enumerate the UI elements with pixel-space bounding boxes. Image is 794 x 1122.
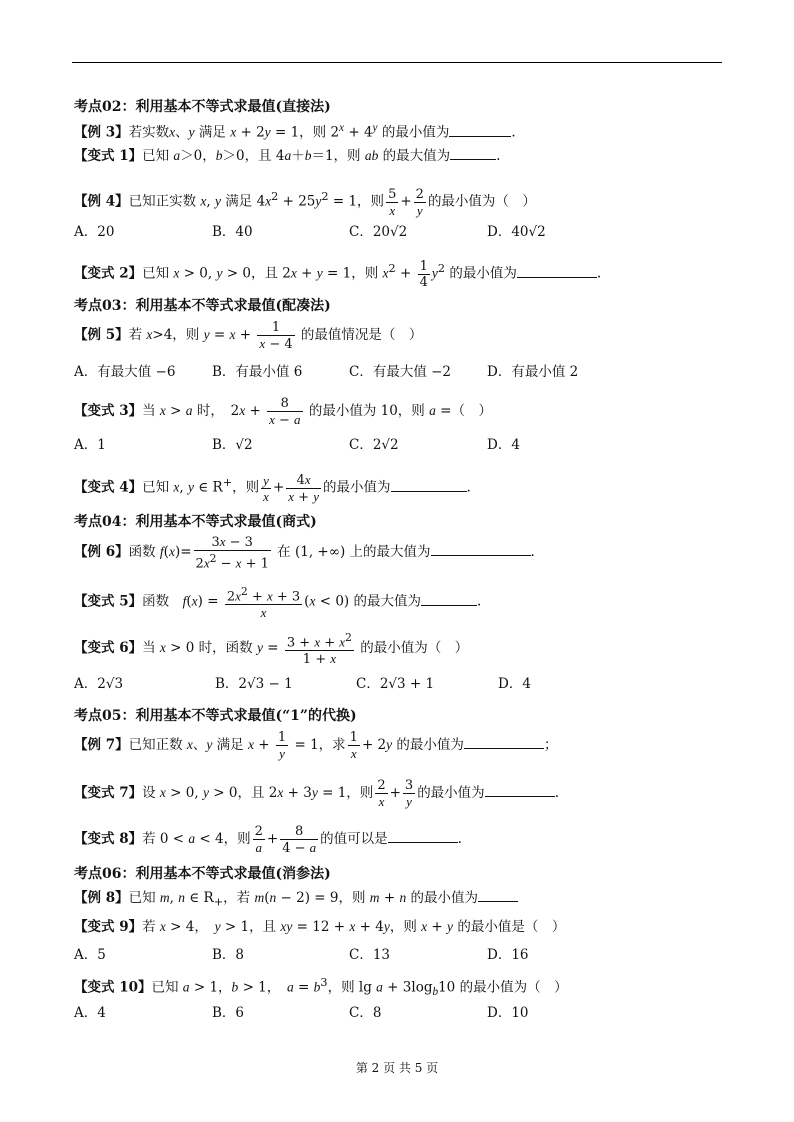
answer-blank[interactable] bbox=[478, 887, 518, 902]
option-a[interactable]: A．20 bbox=[74, 224, 115, 240]
problem-variant-4: 【变式 4】已知 x, y ∈ R+，则 $\frac{y}{x}$ + $\frac{4x}{x + y}$ 的最小值为 . bbox=[74, 471, 471, 505]
label-variant-9: 【变式 9】 bbox=[74, 919, 143, 935]
answer-blank[interactable] bbox=[431, 541, 531, 556]
option-d[interactable]: D．4 bbox=[498, 676, 531, 692]
label-example-5: 【例 5】 bbox=[74, 327, 129, 343]
option-d[interactable]: D．16 bbox=[487, 947, 529, 963]
option-b[interactable]: B．√2 bbox=[212, 437, 253, 453]
option-b[interactable]: B．2√3 − 1 bbox=[215, 676, 293, 692]
option-c[interactable]: C．2√2 bbox=[349, 437, 399, 453]
problem-variant-8: 【变式 8】若 0 < a < 4，则 $\frac{2}{a}$ + $\frac{8}{4 - a}$ 的值可以是 . bbox=[74, 823, 462, 856]
option-b[interactable]: B．有最小值 6 bbox=[212, 364, 303, 380]
problem-example-4: 【例 4】已知正实数 x, y 满足 $4x^2 + 25y^2 = 1$，则 $\frac{5}{x}$ + $\frac{2}{y}$ 的最小值为（ ） bbox=[74, 186, 536, 218]
problem-variant-10: 【变式 10】已知 a > 1，b > 1， $a = b^3$，则 $\lg a + 3\log_b10$ 的最小值为（ ） bbox=[74, 976, 568, 999]
label-variant-6: 【变式 6】 bbox=[74, 640, 143, 657]
label-variant-8: 【变式 8】 bbox=[74, 831, 143, 847]
label-example-4: 【例 4】 bbox=[74, 193, 129, 210]
label-example-6: 【例 6】 bbox=[74, 544, 129, 561]
answer-blank[interactable] bbox=[449, 122, 511, 137]
problem-example-3: 【例 3】若实数x、y 满足 x + 2y = 1，则 $2^x + 4^y$ 的最小值为 . bbox=[74, 122, 516, 141]
option-b[interactable]: B．40 bbox=[212, 224, 253, 240]
section-heading-04: 考点04：利用基本不等式求最值(商式) bbox=[74, 514, 317, 530]
option-d[interactable]: D．有最小值 2 bbox=[487, 364, 579, 380]
option-c[interactable]: C．8 bbox=[349, 1005, 382, 1021]
problem-example-5: 【例 5】若 x>4，则 y = x + $\frac{1}{x - 4}$ 的最值情况是（ ） bbox=[74, 319, 423, 352]
problem-variant-6: 【变式 6】当 x > 0 时，函数 y = $\frac{3 + x + x^2}{1 + x}$ 的最小值为（ ） bbox=[74, 631, 469, 668]
section-heading-05: 考点05：利用基本不等式求最值(“1”的代换) bbox=[74, 708, 357, 724]
problem-variant-7: 【变式 7】设 x > 0, y > 0，且 2x + 3y = 1，则 $\frac{2}{x}$ + $\frac{3}{y}$ 的最小值为 . bbox=[74, 778, 559, 809]
label-example-7: 【例 7】 bbox=[74, 737, 129, 753]
option-a[interactable]: A．1 bbox=[74, 437, 106, 453]
option-c[interactable]: C．13 bbox=[349, 947, 391, 963]
option-a[interactable]: A．2√3 bbox=[74, 676, 124, 692]
answer-blank[interactable] bbox=[421, 591, 477, 606]
answer-blank[interactable] bbox=[517, 263, 597, 278]
section-heading-06: 考点06：利用基本不等式求最值(消参法) bbox=[74, 866, 331, 882]
answer-blank[interactable] bbox=[388, 828, 458, 843]
label-variant-5: 【变式 5】 bbox=[74, 593, 143, 610]
page-footer: 第 2 页 共 5 页 bbox=[355, 1061, 439, 1075]
option-d[interactable]: D．4 bbox=[487, 437, 520, 453]
answer-blank[interactable] bbox=[450, 145, 496, 160]
option-d[interactable]: D．10 bbox=[487, 1005, 529, 1021]
option-b[interactable]: B．8 bbox=[212, 947, 245, 963]
section-heading-03: 考点03：利用基本不等式求最值(配凑法) bbox=[74, 298, 331, 314]
problem-variant-3: 【变式 3】当 x > a 时， 2x + $\frac{8}{x - a}$ 的最小值为 10，则 a =（ ） bbox=[74, 395, 492, 428]
answer-blank[interactable] bbox=[391, 477, 467, 492]
problem-variant-9: 【变式 9】若 x > 4， y > 1，且 xy = 12 + x + 4y，则 x + y 的最小值是（ ） bbox=[74, 919, 566, 935]
header-rule bbox=[72, 62, 722, 63]
problem-variant-2: 【变式 2】已知 x > 0, y > 0，且 2x + y = 1，则 $x^2$ + $\frac{1}{4}$ $y^2$ 的最小值为 . bbox=[74, 258, 602, 290]
option-a[interactable]: A．4 bbox=[74, 1005, 106, 1021]
label-variant-10: 【变式 10】 bbox=[74, 979, 152, 996]
problem-example-8: 【例 8】已知 m, n ∈ $R_+$，若 m(n − 2) = 9，则 m + n 的最小值为 bbox=[74, 887, 518, 913]
label-variant-2: 【变式 2】 bbox=[74, 265, 143, 282]
option-b[interactable]: B．6 bbox=[212, 1005, 245, 1021]
answer-blank[interactable] bbox=[485, 782, 555, 797]
option-c[interactable]: C．2√3 + 1 bbox=[356, 676, 435, 692]
label-variant-3: 【变式 3】 bbox=[74, 403, 143, 419]
option-c[interactable]: C．20√2 bbox=[349, 224, 408, 240]
label-example-3: 【例 3】 bbox=[74, 124, 129, 141]
problem-example-6: 【例 6】函数 f(x)= $\frac{3x - 3}{2x^2 - x + 1}$ 在 (1, +∞) 上的最大值为 . bbox=[74, 534, 535, 572]
option-a[interactable]: A．有最大值 −6 bbox=[74, 364, 176, 380]
problem-example-7: 【例 7】已知正数 x、y 满足 x + $\frac{1}{y}$ = 1，求 $\frac{1}{x}$ + 2y 的最小值为 ； bbox=[74, 730, 558, 761]
label-variant-1: 【变式 1】 bbox=[74, 148, 143, 164]
option-c[interactable]: C．有最大值 −2 bbox=[349, 364, 452, 380]
section-heading-02: 考点02：利用基本不等式求最值(直接法) bbox=[74, 99, 331, 115]
label-variant-4: 【变式 4】 bbox=[74, 479, 143, 496]
option-a[interactable]: A．5 bbox=[74, 947, 106, 963]
label-example-8: 【例 8】 bbox=[74, 890, 129, 906]
label-variant-7: 【变式 7】 bbox=[74, 785, 143, 801]
answer-blank[interactable] bbox=[464, 734, 544, 749]
problem-variant-1: 【变式 1】已知 a＞0，b＞0，且 4a＋b＝1，则 ab 的最大值为 . bbox=[74, 145, 500, 166]
problem-variant-5: 【变式 5】函数 f(x) = $\frac{2x^2 + x + 3}{x}$ (x < 0) 的最大值为 . bbox=[74, 585, 482, 621]
option-d[interactable]: D．40√2 bbox=[487, 224, 546, 240]
